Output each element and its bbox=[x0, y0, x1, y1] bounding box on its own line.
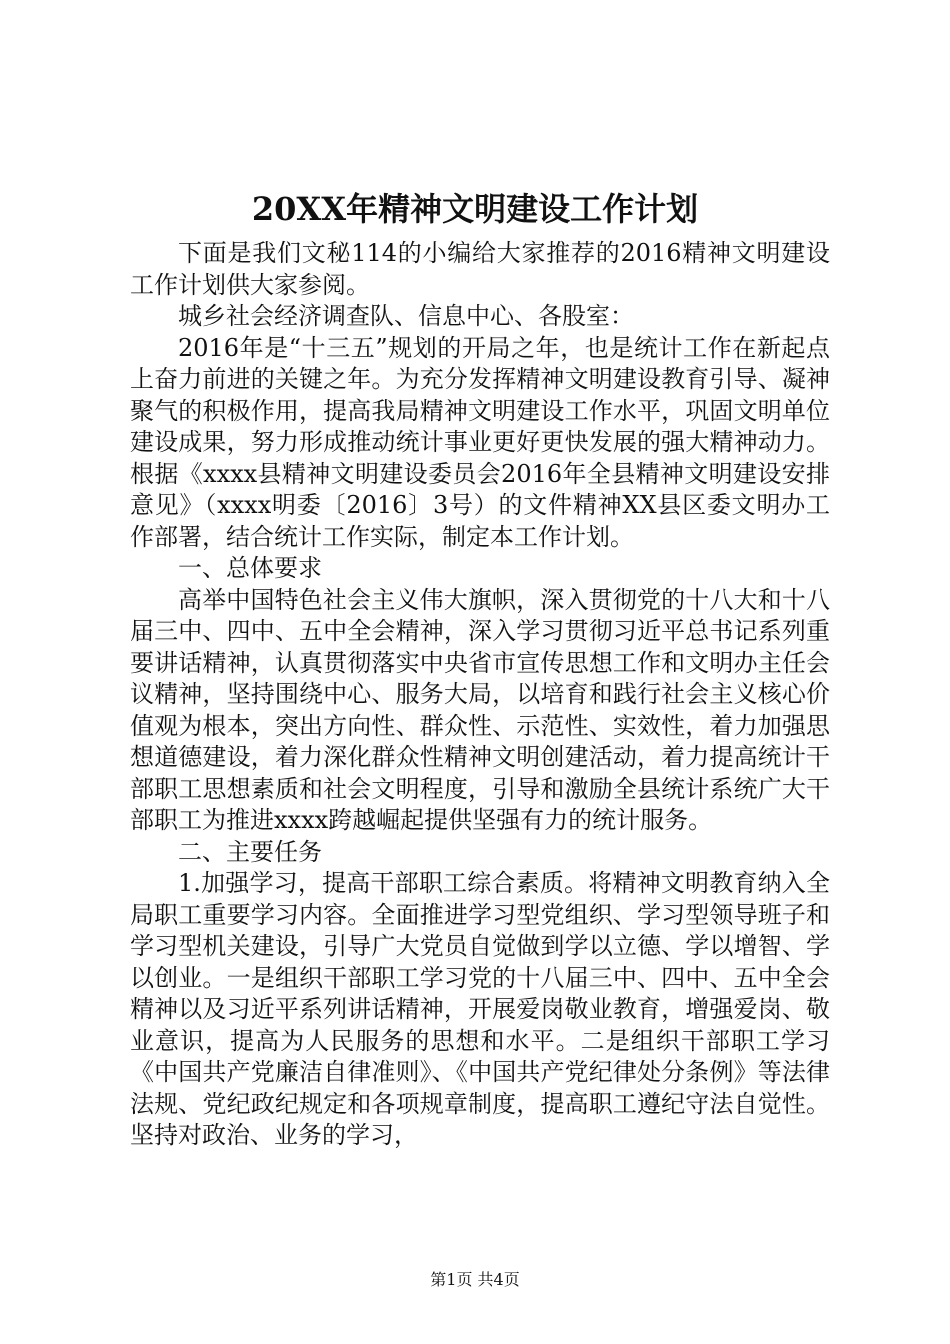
paragraph-general-requirements: 高举中国特色社会主义伟大旗帜，深入贯彻党的十八大和十八届三中、四中、五中全会精神，深入学习贯彻习近平总书记系列重要讲话精神，认真贯彻落实中央省市宣传思想工作和文明办主任会议精神，坚持围绕中心、服务大局，以培育和践行社会主义核心价值观为根本，突出方向性、群众性、示范性、实效性，着力加强思想道德建设，着力深化群众性精神文明创建活动，着力提高统计干部职工思想素质和社会文明程度，引导和激励全县统计系统广大干部职工为推进xxxx跨越崛起提供坚强有力的统计服务。 bbox=[130, 585, 830, 834]
page-footer: 第1页 共4页 bbox=[430, 1270, 520, 1289]
paragraph-intro: 下面是我们文秘114的小编给大家推荐的2016精神文明建设工作计划供大家参阅。 bbox=[130, 239, 830, 299]
paragraph-addressee: 城乡社会经济调查队、信息中心、各股室： bbox=[178, 302, 634, 330]
section-heading-main-tasks: 二、主要任务 bbox=[178, 837, 322, 866]
paragraph-task-1: 1.加强学习，提高干部职工综合素质。将精神文明教育纳入全局职工重要学习内容。全面推进学习型党组织、学习型领导班子和学习型机关建设，引导广大党员自觉做到学以立德、学以增智、学以创业。一是组织干部职工学习党的十八届三中、四中、五中全会精神以及习近平系列讲话精神，开展爱岗敬业教育，增强爱岗、敬业意识，提高为人民服务的思想和水平。二是组织干部职工学习《中国共产党廉洁自律准则》、《中国共产党纪律处分条例》等法律法规、党纪政纪规定和各项规章制度，提高职工遵纪守法自觉性。坚持对政治、业务的学习， bbox=[130, 869, 830, 1149]
section-heading-general-requirements: 一、总体要求 bbox=[178, 554, 322, 582]
paragraph-background: 2016年是“十三五”规划的开局之年，也是统计工作在新起点上奋力前进的关键之年。为充分发挥精神文明建设教育引导、凝神聚气的积极作用，提高我局精神文明建设工作水平，巩固文明单位建设成果，努力形成推动统计事业更好更快发展的强大精神动力。根据《xxxx县精神文明建设委员会2016年全县精神文明建设安排意见》（xxxx明委〔2016〕3号）的文件精神XX县区委文明办工作部署，结合统计工作实际，制定本工作计划。 bbox=[130, 333, 830, 551]
document-body bbox=[130, 238, 830, 1152]
document-title: 20XX年精神文明建设工作计划 bbox=[251, 190, 699, 228]
